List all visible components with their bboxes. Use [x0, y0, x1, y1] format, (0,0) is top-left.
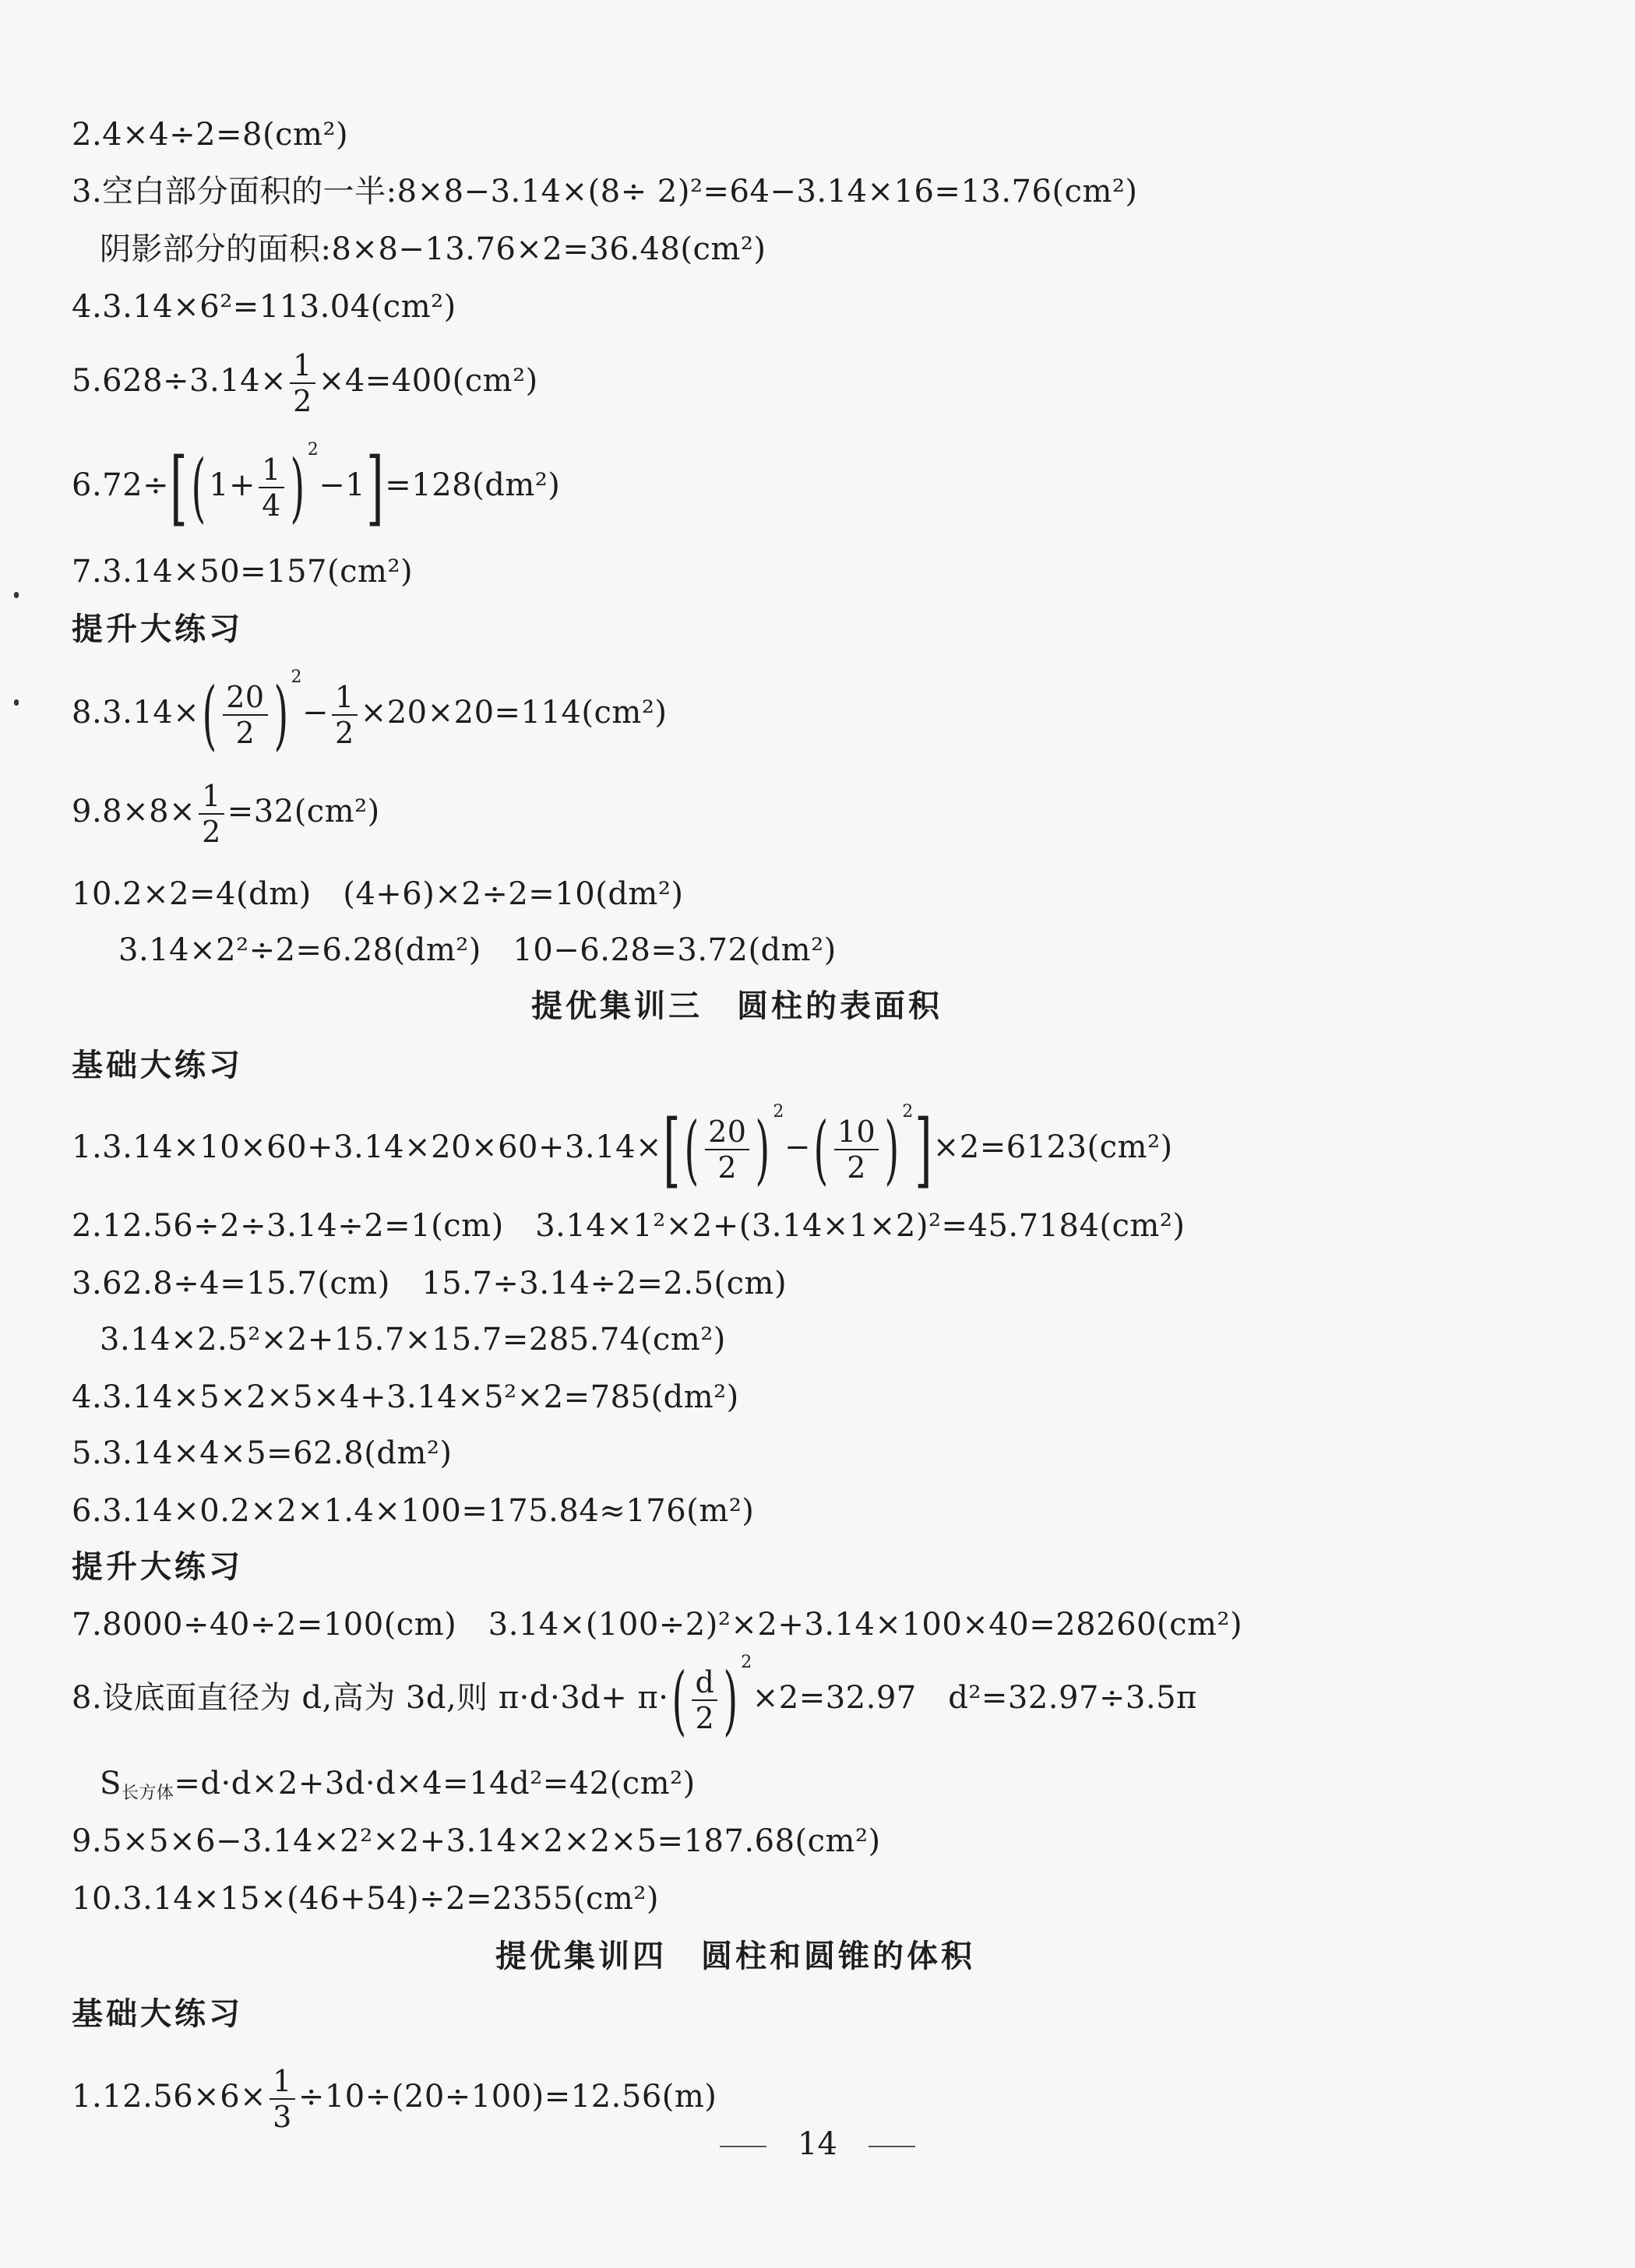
answer-line-c4: 4.3.14×5×2×5×4+3.14×5²×2=785(dm²)	[72, 1379, 739, 1415]
answer-line-d1: 1.12.56×6× $\frac{1}{3}$ ÷10÷(20÷100)=12.56(m)	[72, 2064, 717, 2134]
fraction: $\frac{1}{4}$	[259, 453, 284, 523]
answer-line-7: 7.3.14×50=157(cm²)	[72, 554, 414, 590]
answer-line-10b: 3.14×2²÷2=6.28(dm²) 10−6.28=3.72(dm²)	[118, 932, 837, 968]
page-number: 14	[0, 2126, 1635, 2162]
answer-line-c5: 5.3.14×4×5=62.8(dm²)	[72, 1435, 453, 1471]
answer-line-3: 3.空白部分面积的一半:8×8−3.14×(8÷ 2)²=64−3.14×16=13.76(cm²)	[72, 174, 1138, 210]
fraction: $\frac{10}{2}$	[834, 1115, 879, 1185]
answer-line-c8: 8.设底面直径为 d,高为 3d,则 π·d·3d+ π·( $\frac{d}{2}$ ) $^2$×2=32.97 d²=32.97÷3.5π	[72, 1653, 1197, 1744]
answer-line-c9: 9.5×5×6−3.14×2²×2+3.14×2×2×5=187.68(cm²)	[72, 1823, 881, 1859]
section-title: 提优集训四 圆柱和圆锥的体积	[495, 1939, 975, 1974]
answer-line-c10: 10.3.14×15×(46+54)÷2=2355(cm²)	[72, 1881, 659, 1917]
answer-line-c6: 6.3.14×0.2×2×1.4×100=175.84≈176(m²)	[72, 1493, 755, 1529]
answer-line-c7: 7.8000÷40÷2=100(cm) 3.14×(100÷2)²×2+3.14×100×40=28260(cm²)	[72, 1607, 1243, 1643]
answer-line-2: 2.4×4÷2=8(cm²)	[72, 117, 349, 153]
fraction: $\frac{1}{2}$	[199, 779, 224, 849]
fraction: $\frac{d}{2}$	[692, 1665, 717, 1735]
fraction: $\frac{1}{3}$	[270, 2064, 295, 2134]
section-heading: 基础大练习	[72, 1996, 243, 2032]
answer-line-10: 10.2×2=4(dm) (4+6)×2÷2=10(dm²)	[72, 876, 684, 912]
answer-line-9: 9.8×8× $\frac{1}{2}$ =32(cm²)	[72, 779, 380, 849]
margin-mark	[14, 699, 19, 706]
fraction: $\frac{1}{2}$	[290, 348, 315, 418]
fraction: $\frac{1}{2}$	[332, 680, 358, 750]
fraction: $\frac{20}{2}$	[223, 680, 267, 750]
answer-line-5: 5.628÷3.14× $\frac{1}{2}$ ×4=400(cm²)	[72, 348, 538, 418]
answer-line-c1: 1.3.14×10×60+3.14×20×60+3.14×[( $\frac{20}{2}$ ) $^2$−( $\frac{10}{2}$ ) $^2$]×2=6123(cm²)	[72, 1102, 1173, 1197]
answer-line-c8b: $S_{长方体}=d\cdot d\times 2+3d\cdot d\times 4=14d^2=42(cm^2)$	[100, 1766, 696, 1803]
answer-line-c2: 2.12.56÷2÷3.14÷2=1(cm) 3.14×1²×2+(3.14×1×2)²=45.7184(cm²)	[72, 1208, 1186, 1244]
answer-line-c3b: 3.14×2.5²×2+15.7×15.7=285.74(cm²)	[100, 1322, 726, 1358]
answer-line-6: 6.72÷[(1+ $\frac{1}{4}$ ) $^2$−1]=128(dm²)	[72, 440, 561, 535]
answer-line-8: 8.3.14×( $\frac{20}{2}$ ) $^2$− $\frac{1}{2}$ ×20×20=114(cm²)	[72, 667, 668, 759]
answer-line-c3: 3.62.8÷4=15.7(cm) 15.7÷3.14÷2=2.5(cm)	[72, 1266, 788, 1301]
section-heading: 提升大练习	[72, 611, 243, 647]
section-title: 提优集训三 圆柱的表面积	[531, 988, 943, 1024]
section-heading: 提升大练习	[72, 1549, 243, 1585]
answer-line-3b: 阴影部分的面积:8×8−13.76×2=36.48(cm²)	[100, 231, 766, 267]
fraction: $\frac{20}{2}$	[705, 1115, 749, 1185]
section-heading: 基础大练习	[72, 1048, 243, 1083]
answer-line-4: 4.3.14×6²=113.04(cm²)	[72, 289, 456, 325]
margin-mark	[14, 592, 19, 598]
